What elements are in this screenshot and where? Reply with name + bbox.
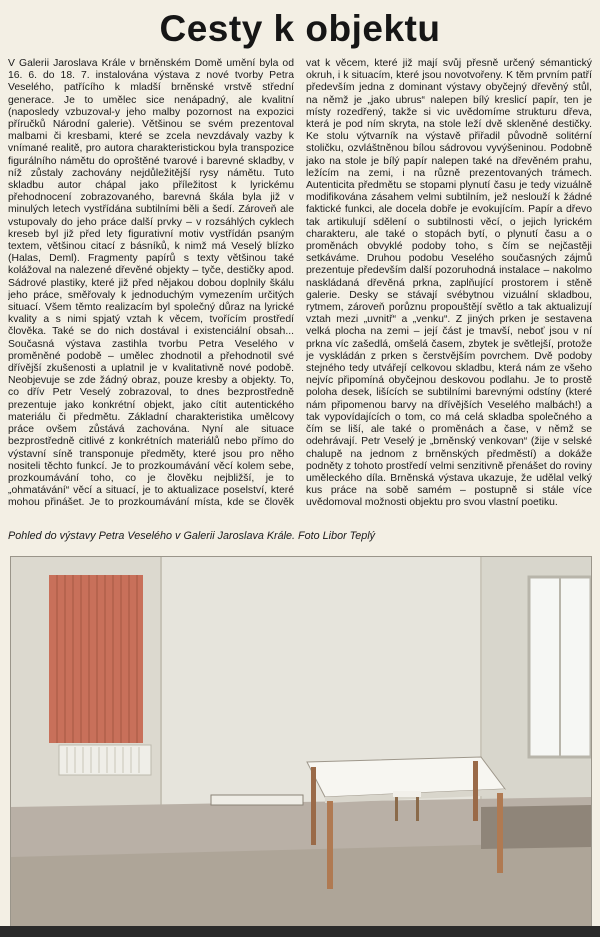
article-headline: Cesty k objektu — [159, 8, 441, 49]
wooden-boards-installation — [49, 575, 143, 743]
article-column-left — [8, 58, 294, 510]
article-column-right — [306, 58, 592, 510]
floor-threshold — [211, 795, 303, 805]
article-body — [8, 58, 592, 510]
photo-caption: Pohled do výstavy Petra Veselého v Galerii Jaroslava Krále. Foto Libor Teplý — [8, 530, 376, 542]
radiator — [59, 745, 151, 775]
next-article-strip — [0, 926, 600, 937]
exhibition-photo — [10, 556, 592, 928]
article-text-left: V Galerii Jaroslava Krále v brněnském Domě umění byla od 16. 6. do 18. 7. instalována výstava z nové tvorby Petra Veselého, patřícího k mladší brněnské vrstvě střední generace. Je to umělec sice nenápadný, ale kvalitní (naposledy vzbuzoval-y jeho malby pozornost na expozici příručků Národní galerie). Většinou se svém prezentoval malbami či kresbami, které se zcela nevzdávaly vazby k vnímané realitě, pro autora charakteristickou byla transpozice figurálního námětu do oproštěné tvarové i barevné skladby, v níž zůstaly zachovány nejdůležitější rysy námětu. Tuto skladbu autor chápal jako příležitost k lyrickému přehodnocení zobrazovaného, barevná škála byla již v minulých letech vystřídána subtilními běli a šedí. Zároveň ale vstupovaly do jeho práce další prvky – v rozsáhlých cyklech kreseb byl již před lety figurativní motiv vystřídán psaným textem, většinou citací z básníků, k nimž má Veselý blízko (Halas, Deml). Fragmenty papírů s texty většinou také kolážoval na nalezené dřevěné objekty – tyče, destičky apod. Sádrové plastiky, které již před nějakou dobou doplnily škálu jeho práce, směřovaly k jednoduchým vymezením určitých situací. Všem těmto realizacím byl společný důraz na lyrické kvality a s nimi spjatý vztah k věcem, tvořícím prostředí člověka. Také se do nich dostával i existenciální obsah... Současná výstava zastihla tvorbu Petra Veselého v proměněné podobě – umělec zhodnotil a přehodnotil své dřívější zkušenosti a uplatnil je v kvalitativně nové podobě. Neobjevuje se zde žádný obraz, pouze kresby a objekty. To, co dřív Petr Veselý zobrazoval, to dnes bezprostředně prezentuje jako konkrétní objekt, jako cítit autentického materiálu či předmětu. Základní charakteristika umělcovy práce ovšem zůstává zachována. Nyní ale situace bezprostředně citlivé z konkrétních materiálů nebo přímo do výstavní síně transponuje předměty, které jsou pro něho nositeli těchto funkcí. Je to prozkoumávání věcí kolem sebe, prozkoumávání toho, co je člověku nejbližší, je to „ohmatávání“ věcí a situací, je to aktualizace poselství, které mohou přinášet. Je to prozkoumávání místa, kde se člověk — [8, 58, 294, 509]
article-text-right: vat k věcem, které již mají svůj přesně určený sémantický okruh, i k situacím, které jsou novotvořeny. K těm prvním patří především jedna z dominant výstavy obyčejný dřevěný stůl, na němž je „jako ubrus“ nalepen bílý kreslicí papír, ten je místy rozedřený, takže si vic uvědomíme strukturu dřeva, která je pod ním skryta, na stole leží dvě skleněné destičky. Ke stolu výtvarník na výstavě přiřadil původně solitérní stoličku, ozvláštněnou bílou sádrovou vyvýšeninou. Podobně jako na stole je bílý papír nalepen také na dřevěném prahu, ležícím na zemi, i na různě prezentovaných trámech. Autenticita předmětu se stopami plynutí času je tedy vizuálně modifikována zásahem velmi subtilním, jež neslouží k žádné faktické funkci, ale docela dobře je evokujícím. Papír a dřevo tak artikulují sdělení o subtilnosti věcí, o jejich lyrickém charakteru, ale také o stopách bytí, o plynutí času a o proměnách obvyklé podoby toho, s čím se nejčastěji setkáváme. Druhou podobu Veselého současných zájmů prezentuje především další pozoruhodná instalace – nakolmo naskládaná dřevěná prkna, zaplňující prostorem i stěně galerie. Desky se stávají svébytnou vizuální skladbou, rytmem, zároveň porůznu propouštějí světlo a tak aktualizují vztah mezi „uvnitř“ a „venku“. Z jiných prken je sestavena velká plocha na zemi – její část je tmavší, neboť jsou v ní prkna víc zašedlá, omšelá časem, zbytek je světlejší, protože je vyskládán z prken s čerstvějším povrchem. Dvě podoby stejného tedy utvářejí celkovou skladbu, která nám ze všeho nejvíc připomíná obyčejnou deskovou podlahu. Je to prostě poloha desek, lišících se subtilními barevnými odstíny (které nám připomenou barvy na dřívějších Veselého malbách!) a tak vypovídajících o tom, co má celá skladba společného a čím se liší, ale také o proměnách a čase, v němž se odehrávají. Petr Veselý je „brněnský venkovan“ (žije v selské chalupě na jednom z brněnských předměstí) a dokáže podněty z tohoto prostředí velmi senzitivně přenášet do roviny uměleckého díla. Brněnská výstava ukazuje, že udělal velký kus práce na sobě samém – postupně si stále více uvědomoval možnosti objektu pro svou vlastní poetiku. — [306, 58, 592, 509]
